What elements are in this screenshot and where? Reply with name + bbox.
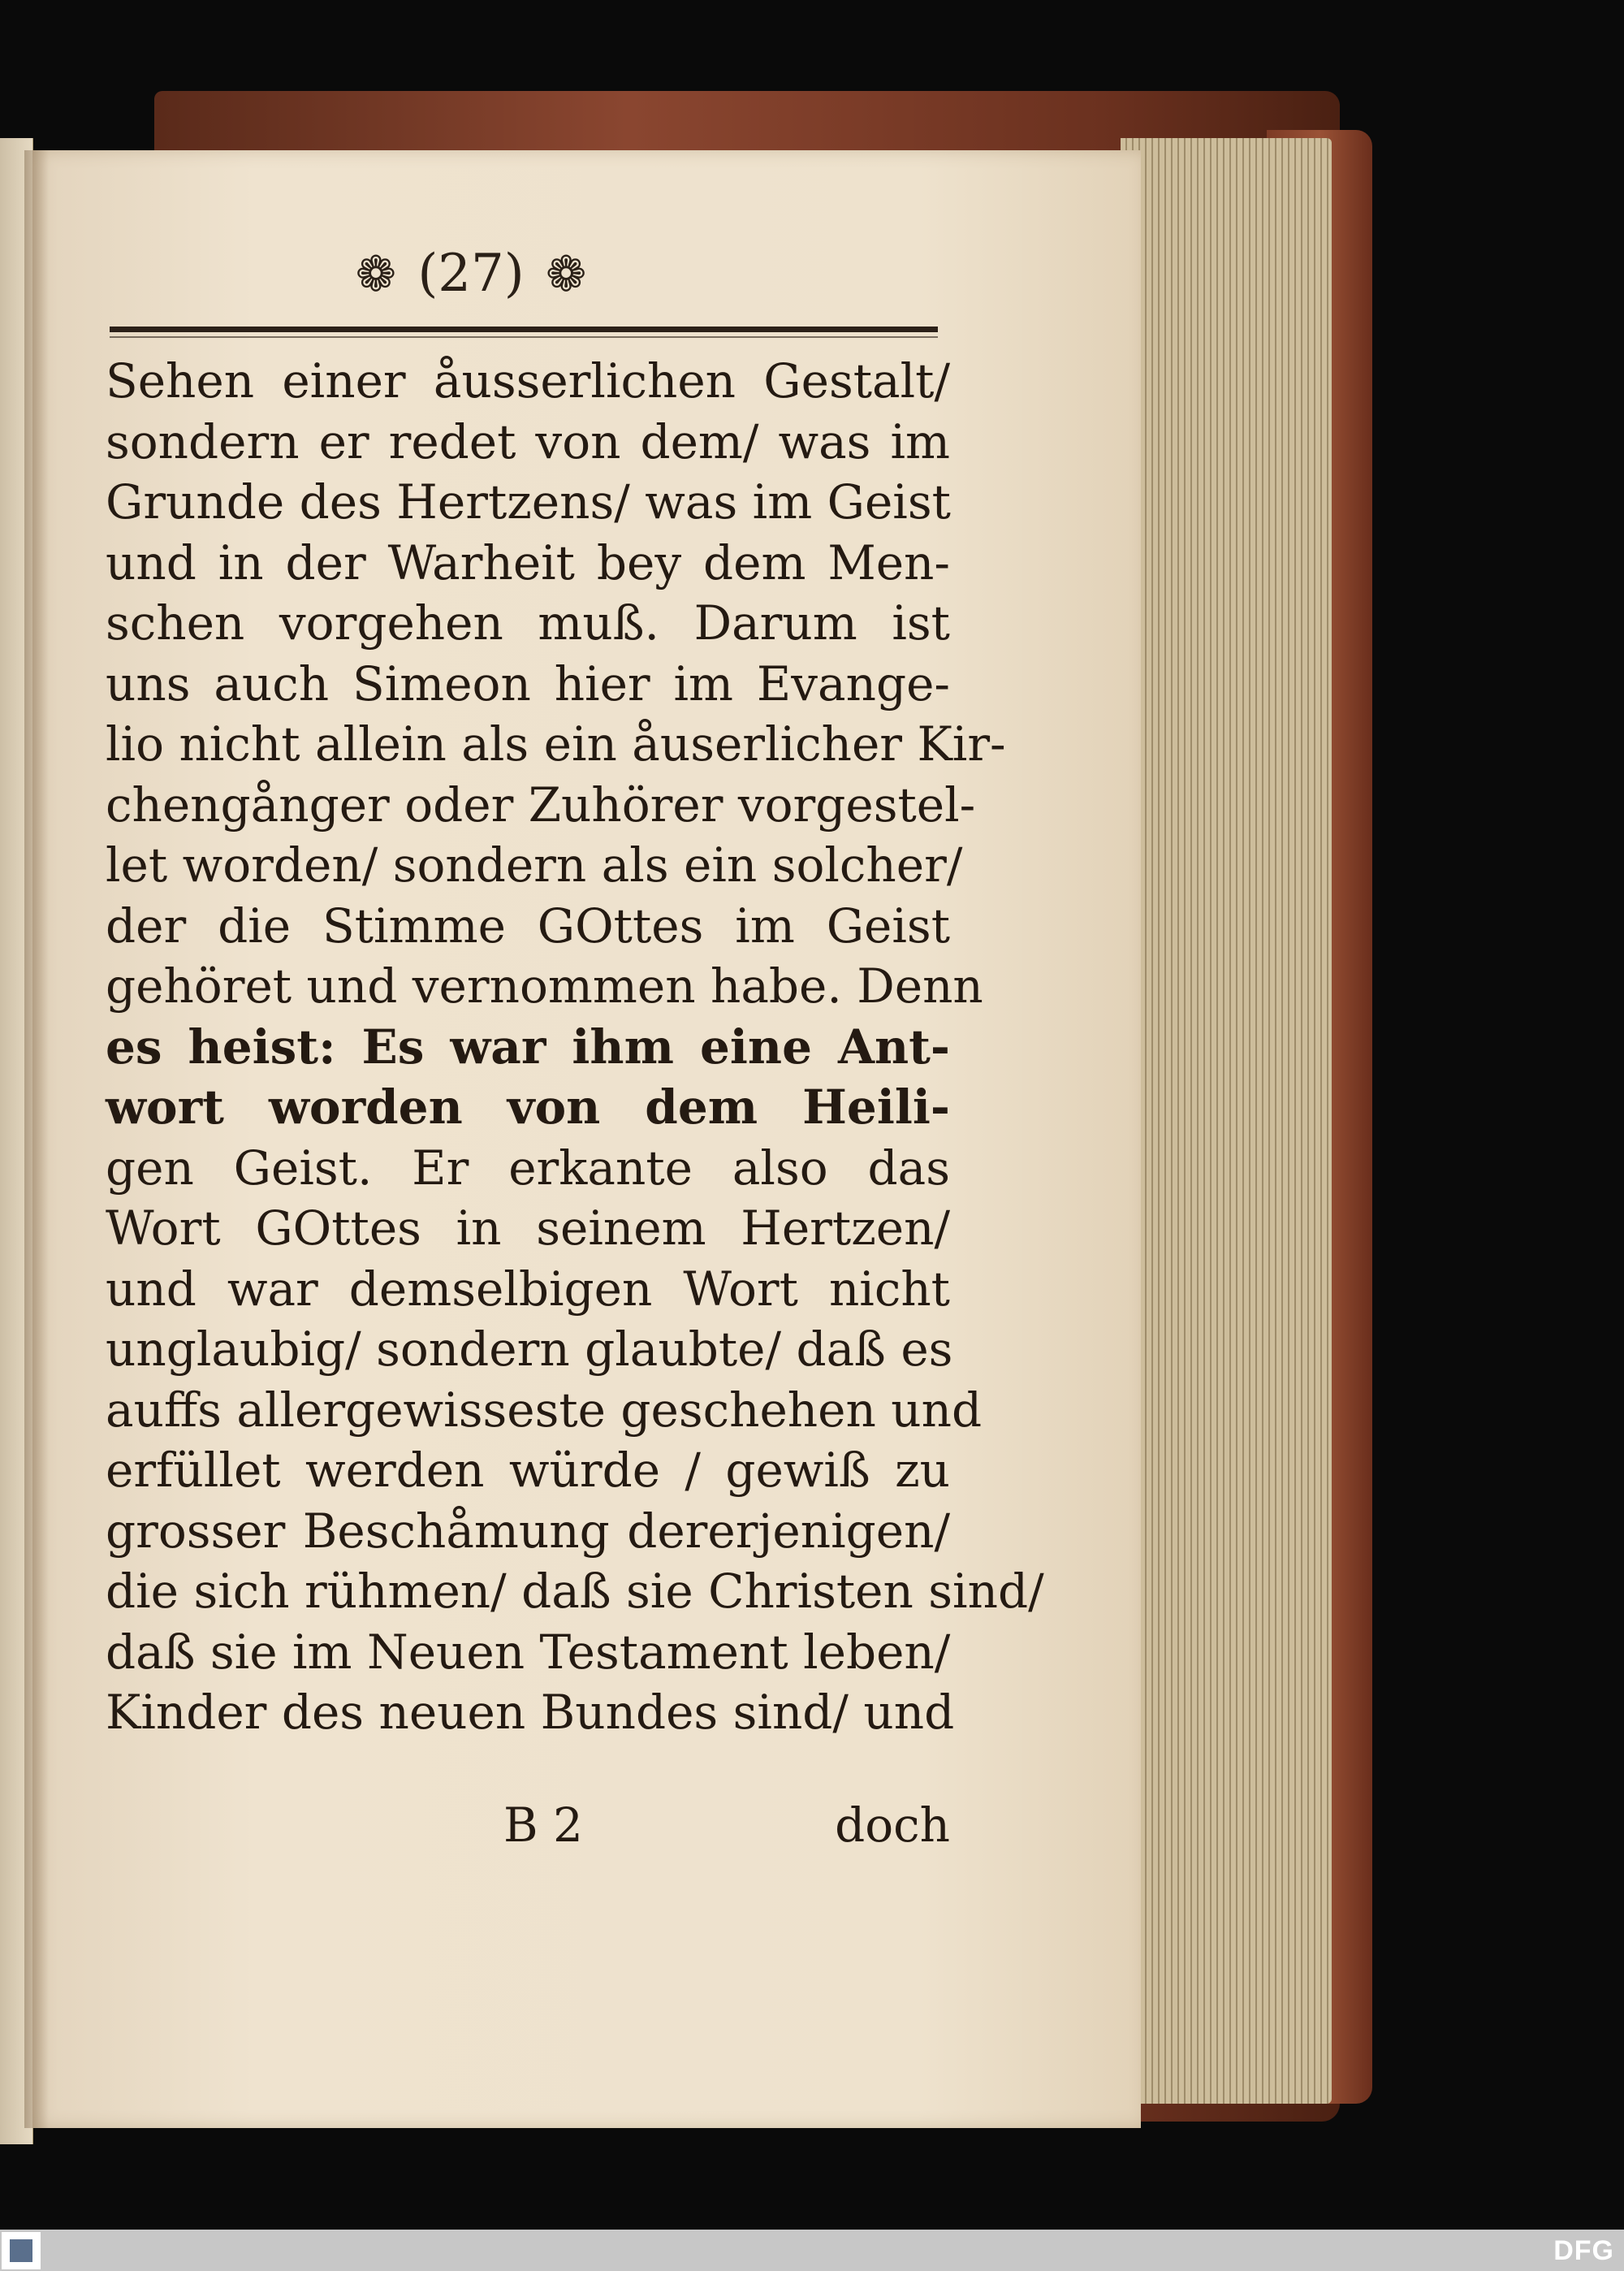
header-rule-thin: [110, 336, 938, 338]
text-line: unglaubig/ sondern glaubte/ daß es: [106, 1322, 953, 1377]
spine-shadow: [24, 150, 49, 2128]
text-line: Kinder des neuen Bundes sind/ und: [106, 1685, 955, 1740]
text-line: Sehen einer åusserlichen Gestalt/: [106, 353, 950, 409]
text-line: daß sie im Neuen Testament leben/: [106, 1624, 951, 1680]
library-logo-icon: [2, 2232, 41, 2269]
text-line: lio nicht allein als ein åuserlicher Kir-: [106, 716, 1006, 772]
text-line-emphasis: wort worden von dem Heili-: [106, 1079, 950, 1135]
viewer-footer-bar: [0, 2230, 1624, 2271]
text-line: auffs allergewisseste geschehen und: [106, 1382, 983, 1438]
text-line: grosser Beschåmung dererjenigen/: [106, 1503, 950, 1559]
text-line: Grunde des Hertzens/ was im Geist: [106, 474, 951, 530]
page-header: [0, 244, 942, 304]
text-line: der die Stimme GOttes im Geist: [106, 898, 950, 954]
header-rule: [110, 327, 938, 332]
text-line: sondern er redet von dem/ was im: [106, 413, 950, 469]
dfg-logo: DFG: [1553, 2235, 1614, 2266]
text-line: gehöret und vernommen habe. Denn: [106, 958, 983, 1014]
text-line: die sich rühmen/ daß sie Christen sind/: [106, 1564, 1044, 1619]
text-line: schen vorgehen muß. Darum ist: [106, 595, 950, 651]
ornament-right-icon: ❁: [546, 246, 587, 303]
text-line: und in der Warheit bey dem Men-: [106, 534, 950, 590]
text-line: uns auch Simeon hier im Evange-: [106, 655, 950, 712]
text-line: und war demselbigen Wort nicht: [106, 1261, 950, 1317]
page-number: (27): [417, 244, 525, 304]
catchword: doch: [835, 1797, 950, 1853]
body-text: [106, 351, 1044, 1743]
text-line: Wort GOttes in seinem Hertzen/: [106, 1200, 950, 1256]
page-footer-line: [106, 1795, 950, 1855]
text-line: erfüllet werden würde / gewiß zu: [106, 1443, 950, 1498]
text-line: let worden/ sondern als ein solcher/: [106, 837, 963, 893]
page-stack: [1121, 138, 1332, 2104]
text-line: chengånger oder Zuhörer vorgestel-: [106, 776, 976, 833]
text-line-emphasis: es heist: Es war ihm eine Ant-: [106, 1019, 950, 1075]
ornament-left-icon: ❁: [355, 246, 396, 303]
text-line: gen Geist. Er erkante also das: [106, 1140, 950, 1196]
signature-mark: B 2: [503, 1797, 583, 1853]
